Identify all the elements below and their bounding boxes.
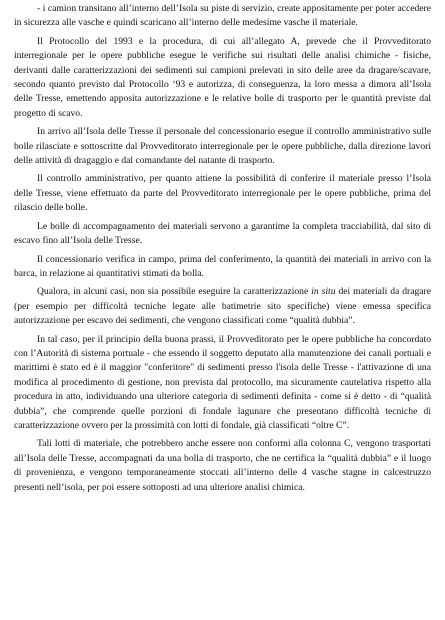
in-situ-italic: in situ (311, 286, 336, 298)
paragraph-administrative-control: Il controllo amministrativo, per quanto attiene la possibilità di conferire il materiale presso l’Isola delle Tresse, viene effettuato da parte del Provveditorato interregionale per le opere pubbliche, prima del rilascio delle bolle. (14, 173, 431, 214)
paragraph-protocol-1993: Il Protocollo del 1993 e la procedura, di cui all’allegato A, prevede che il Provveditorato interregionale per le opere pubbliche esegue le verifiche sui risultati delle analisi chimiche - fisiche, derivanti dalle caratterizzazioni dei sedimenti sui campioni prelevati in sito delle aree da dragare/scavare, secondo quanto previsto dal Protocollo ‘93 e autorizza, di conseguenza, la loro messa a dimora all’Isola delle Tresse, emettendo apposita autorizzazione e le relative bolle di trasporto per le quantità previste dal progetto di scavo. (14, 35, 431, 119)
paragraph-truck-transit: - i camion transitano all’interno dell’Isola su piste di servizio, create appositamente per poter accedere in sicurezza alle vasche e quindi scaricano all’interno delle medesime vasche il materiale. (14, 3, 431, 29)
document-page (14, 2, 431, 499)
paragraph-dubious-quality-after: dei materiali da dragare (per esempio per difficoltà tecniche legate alle batimetrie sito specifiche) viene emessa specifica autorizzazione per escavo dei sedimenti, che vengono classificati come “qualità dubbia”. (14, 286, 431, 327)
paragraph-good-practice: In tal caso, per il principio della buona prassi, il Provveditorato per le opere pubbliche ha concordato con l’Autorità di sistema portuale - che essendo il soggetto deputato alla manutenzione dei canali portuali e marittimi è stato ed è il maggior "conferitore" di sedimenti presso l'isola delle Tresse - l'attivazione di una modifica al procedimento di gestione, non prevista dal protocollo, ma sicuramente cautelativa rispetto alla procedura in atto, individuando una ulteriore categoria di sedimenti definita - come si è detto - di “qualità dubbia”, che comprende quelle porzioni di fondale lagunare che presentano difficoltà tecniche di caratterizzazione ovvero per la prossimità con lotti di fondale, già classificati “oltre C”. (14, 333, 431, 431)
paragraph-dubious-quality-before: Qualora, in alcuni casi, non sia possibile eseguire la caratterizzazione (37, 286, 312, 298)
paragraph-dubious-quality (14, 285, 431, 328)
paragraph-material-lots: Tali lotti di materiale, che potrebbero anche essere non conformi alla colonna C, vengono trasportati all’Isola delle Tresse, accompagnati da una bolla di trasporto, che ne certifica la “qualità dubbia” e il luogo di provenienza, e vengono temporaneamente stoccati all’interno delle 4 vasche stagne in calcestruzzo presenti nell’isola, per poi essere sottoposti ad una ulteriore analisi chimica. (14, 438, 431, 493)
paragraph-accompanying-bolle: Le bolle di accompagnamento dei materiali servono a garantime la completa tracciabilità, dal sito di escavo fino all’Isola delle Tresse. (14, 220, 431, 247)
paragraph-concessionaire-check: Il concessionario verifica in campo, prima del conferimento, la quantità dei materiali in arrivo con la barca, in relazione ai quantitativi stimati da bolla. (14, 253, 431, 279)
paragraph-arrival-control: In arrivo all’Isola delle Tresse il personale del concessionario esegue il controllo amministrativo sulle bolle rilasciate e sottoscritte dal Provveditorato interregionale per le opere pubbliche, dalla direzione lavori delle attività di dragaggio e dal comandante del natante di trasporto. (14, 126, 431, 167)
